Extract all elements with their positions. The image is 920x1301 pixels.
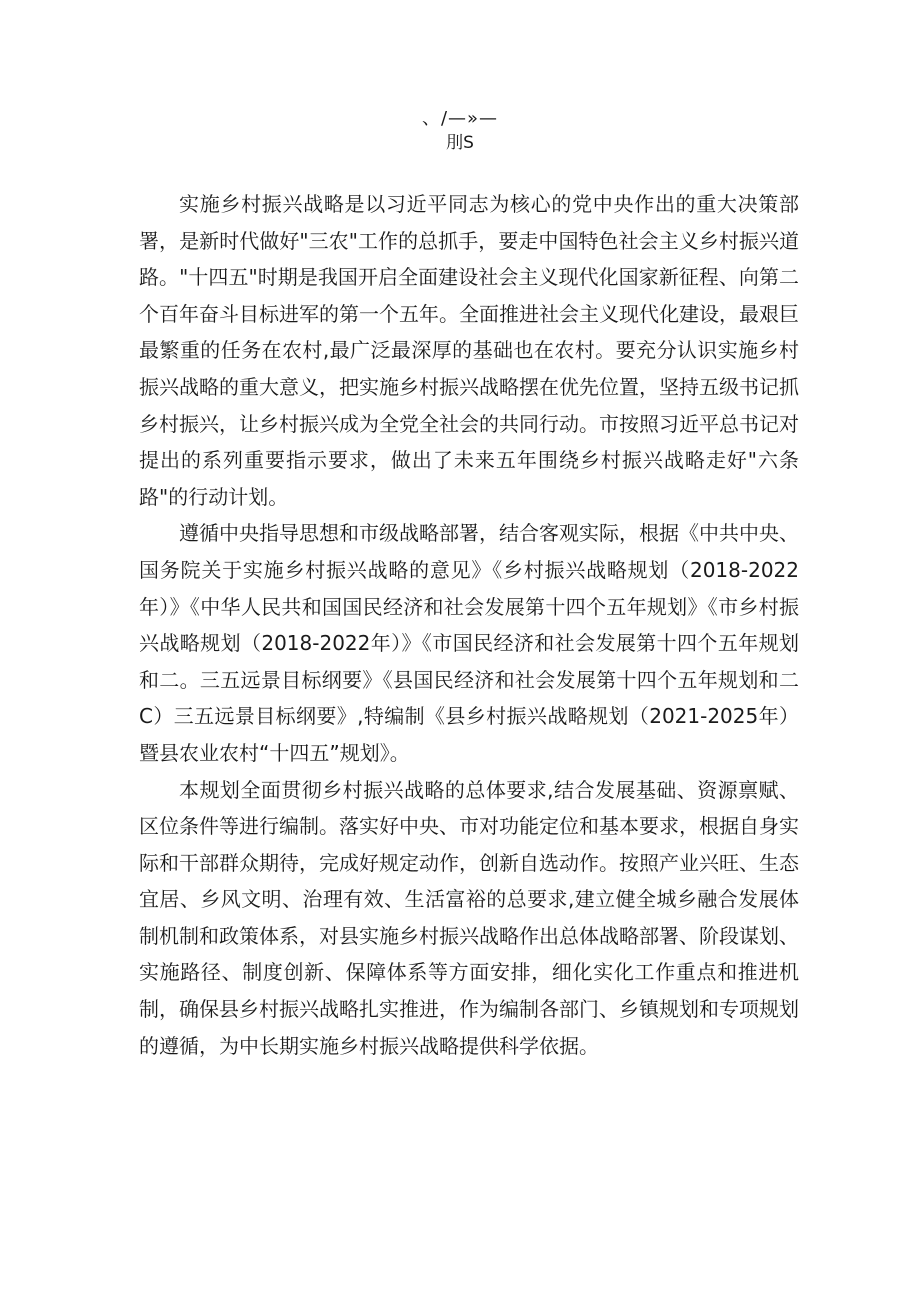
section-heading-bottom: 刖S bbox=[446, 133, 474, 153]
document-body bbox=[139, 186, 799, 1064]
section-heading-top: 、/—»— bbox=[421, 108, 499, 129]
paragraph-2: 遵循中央指导思想和市级战略部署，结合客观实际，根据《中共中央、国务院关于实施乡村振兴战略的意见》《乡村振兴战略规划（2018-2022年）》《中华人民共和国国民经济和社会发展第十四个五年规划》《市乡村振兴战略规划（2018-2022年）》《市国民经济和社会发展第十四个五年规划和二。三五远景目标纲要》《县国民经济和社会发展第十四个五年规划和二C）三五远景目标纲要》,特编制《县乡村振兴战略规划（2021-2025年）暨县农业农村“十四五”规划》。 bbox=[139, 521, 799, 765]
paragraph-3: 本规划全面贯彻乡村振兴战略的总体要求,结合发展基础、资源禀赋、区位条件等进行编制。落实好中央、市对功能定位和基本要求，根据自身实际和干部群众期待，完成好规定动作，创新自选动作。按照产业兴旺、生态宜居、乡风文明、治理有效、生活富裕的总要求,建立健全城乡融合发展体制机制和政策体系，对县实施乡村振兴战略作出总体战略部署、阶段谋划、实施路径、制度创新、保障体系等方面安排，细化实化工作重点和推进机制，确保县乡村振兴战略扎实推进，作为编制各部门、乡镇规划和专项规划的遵循，为中长期实施乡村振兴战略提供科学依据。 bbox=[139, 777, 799, 1058]
paragraph-1: 实施乡村振兴战略是以习近平同志为核心的党中央作出的重大决策部署，是新时代做好"三农"工作的总抓手，要走中国特色社会主义乡村振兴道路。"十四五"时期是我国开启全面建设社会主义现代化国家新征程、向第二个百年奋斗目标进军的第一个五年。全面推进社会主义现代化建设，最艰巨最繁重的任务在农村,最广泛最深厚的基础也在农村。要充分认识实施乡村振兴战略的重大意义，把实施乡村振兴战略摆在优先位置，坚持五级书记抓乡村振兴，让乡村振兴成为全党全社会的共同行动。市按照习近平总书记对提出的系列重要指示要求，做出了未来五年围绕乡村振兴战略走好"六条路"的行动计划。 bbox=[139, 192, 799, 509]
